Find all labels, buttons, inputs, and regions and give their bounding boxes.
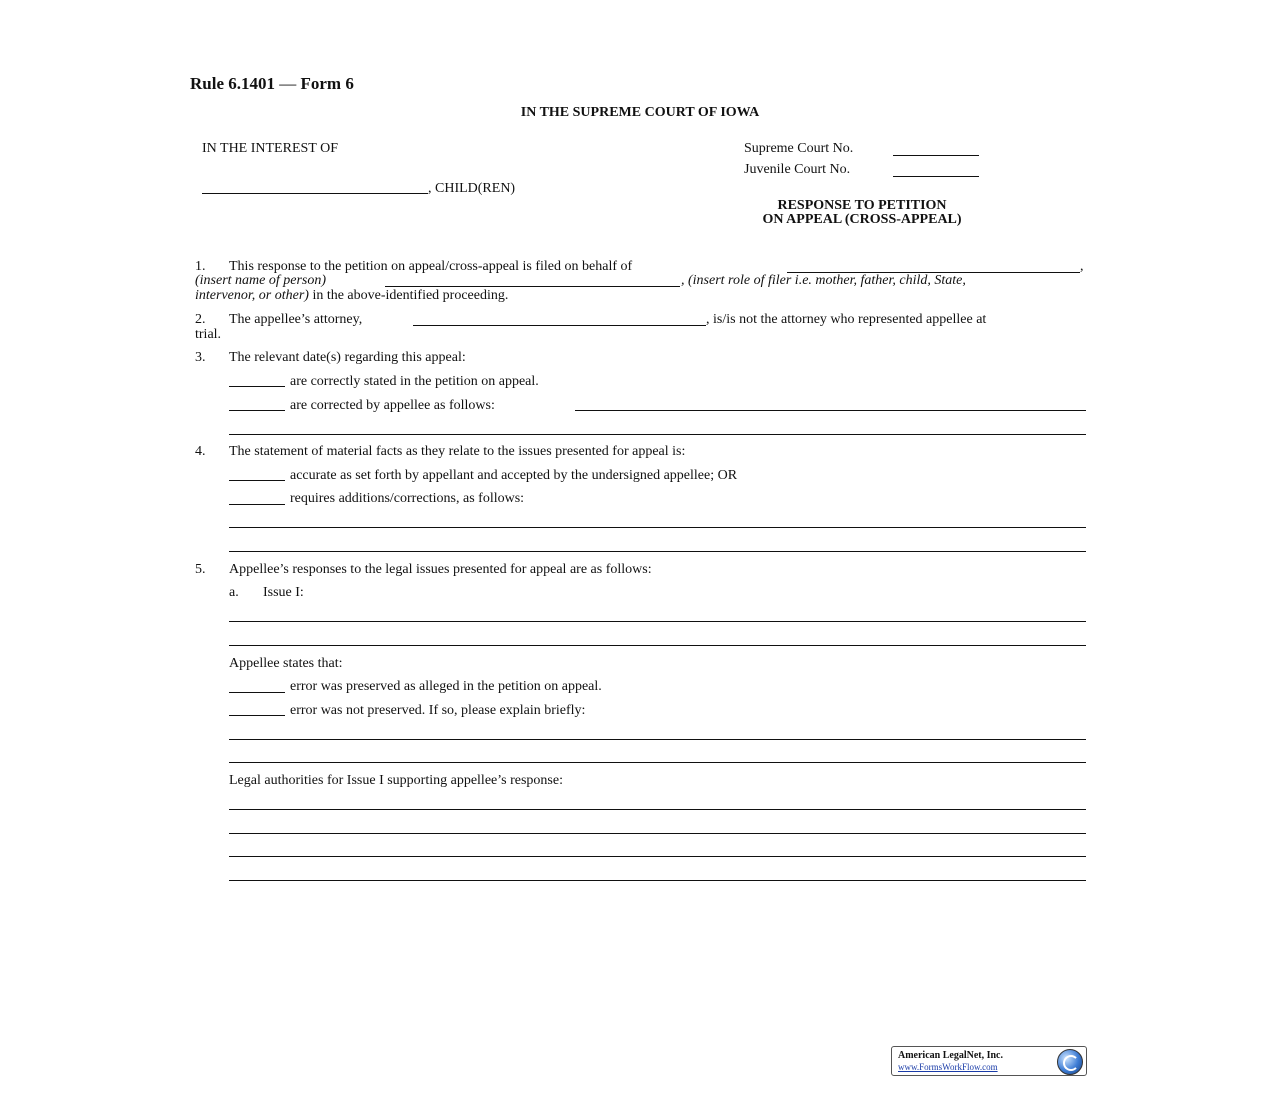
- item1-text: This response to the petition on appeal/cross-appeal is filed on behalf of: [229, 259, 633, 274]
- juvenile-court-no-label: Juvenile Court No.: [744, 162, 851, 177]
- item2-text: The appellee’s attorney,: [229, 312, 363, 327]
- item5-sub-letter: a.: [229, 585, 239, 600]
- item1-intervenor: intervenor, or other): [195, 288, 309, 303]
- supreme-court-no-blank[interactable]: [893, 155, 979, 156]
- item3-opt1-blank[interactable]: [229, 386, 285, 387]
- item5-explain-line-1[interactable]: [229, 739, 1086, 740]
- item5-opt1-blank[interactable]: [229, 692, 285, 693]
- item1-proceeding: in the above-identified proceeding.: [308, 288, 509, 303]
- item5-opt2-blank[interactable]: [229, 715, 285, 716]
- court-title: IN THE SUPREME COURT OF IOWA: [520, 105, 760, 120]
- item3-opt2: are corrected by appellee as follows:: [290, 398, 495, 413]
- item5-authorities-line-1[interactable]: [229, 809, 1086, 810]
- item3-number: 3.: [195, 350, 206, 365]
- item3-line[interactable]: [229, 434, 1086, 435]
- juvenile-court-no-blank[interactable]: [893, 176, 979, 177]
- rule-dash: —: [279, 74, 297, 93]
- americanlegalnet-logo[interactable]: [891, 1046, 1087, 1076]
- item5-authorities-line-2[interactable]: [229, 833, 1086, 834]
- item5-text: Appellee’s responses to the legal issues presented for appeal are as follows:: [229, 562, 652, 577]
- supreme-court-no-label: Supreme Court No.: [744, 141, 854, 156]
- item5-issue-line-1[interactable]: [229, 621, 1086, 622]
- item4-opt1: accurate as set forth by appellant and accepted by the undersigned appellee; OR: [290, 468, 738, 483]
- item1-comma: ,: [1080, 259, 1084, 274]
- item4-opt1-blank[interactable]: [229, 480, 285, 481]
- form-label: Form 6: [300, 74, 354, 93]
- form-title-line2: ON APPEAL (CROSS-APPEAL): [762, 212, 962, 227]
- item4-line-1[interactable]: [229, 527, 1086, 528]
- item5-issue-line-2[interactable]: [229, 645, 1086, 646]
- item2-attorney-blank[interactable]: [413, 325, 706, 326]
- item1-insert-role: , (insert role of filer i.e. mother, father, child, State,: [681, 273, 966, 288]
- item5-authorities-line-3[interactable]: [229, 856, 1086, 857]
- item4-opt2: requires additions/corrections, as follows:: [290, 491, 525, 506]
- item1-line3: [195, 288, 508, 304]
- child-name-blank[interactable]: [202, 193, 428, 194]
- item3-dates-blank[interactable]: [575, 410, 1086, 411]
- item5-states: Appellee states that:: [229, 656, 343, 671]
- item4-line-2[interactable]: [229, 551, 1086, 552]
- item2-text-c: trial.: [195, 327, 222, 342]
- rule-number: [190, 74, 354, 94]
- item4-number: 4.: [195, 444, 206, 459]
- form-title-line1: RESPONSE TO PETITION: [777, 198, 947, 213]
- item2-text-b: , is/is not the attorney who represented appellee at: [706, 312, 987, 327]
- item1-role-blank[interactable]: [385, 286, 680, 287]
- globe-icon: [1057, 1049, 1083, 1075]
- item1-insert-name: (insert name of person): [195, 273, 327, 288]
- item4-text: The statement of material facts as they relate to the issues presented for appeal is:: [229, 444, 686, 459]
- item3-opt1: are correctly stated in the petition on appeal.: [290, 374, 539, 389]
- item2-number: 2.: [195, 312, 206, 327]
- item3-text: The relevant date(s) regarding this appeal:: [229, 350, 466, 365]
- item5-issue-label: Issue I:: [263, 585, 304, 600]
- item5-explain-line-2[interactable]: [229, 762, 1086, 763]
- item5-opt1: error was preserved as alleged in the petition on appeal.: [290, 679, 602, 694]
- in-interest-of: IN THE INTEREST OF: [202, 141, 338, 156]
- logo-company-name: American LegalNet, Inc.: [898, 1050, 1003, 1061]
- item3-opt2-blank[interactable]: [229, 410, 285, 411]
- item5-authorities: Legal authorities for Issue I supporting appellee’s response:: [229, 773, 563, 788]
- item5-authorities-line-4[interactable]: [229, 880, 1086, 881]
- item5-opt2: error was not preserved. If so, please explain briefly:: [290, 703, 586, 718]
- rule-label: Rule 6.1401: [190, 74, 275, 93]
- children-label: , CHILD(REN): [428, 181, 516, 196]
- item1-number: 1.: [195, 259, 206, 274]
- item4-opt2-blank[interactable]: [229, 504, 285, 505]
- logo-url-link[interactable]: www.FormsWorkFlow.com: [898, 1062, 998, 1072]
- item5-number: 5.: [195, 562, 206, 577]
